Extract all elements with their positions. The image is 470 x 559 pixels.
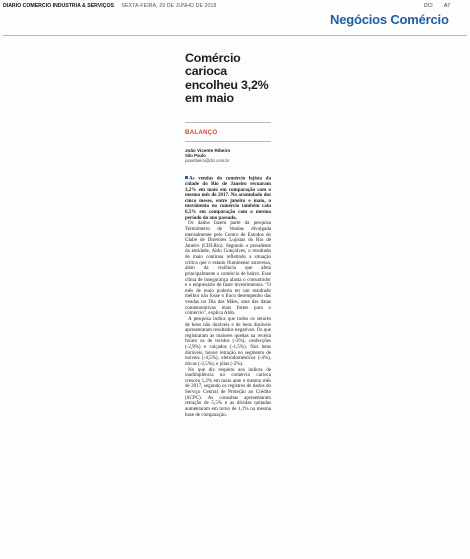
publication-name: DIÁRIO COMÉRCIO INDÚSTRIA & SERVIÇOS xyxy=(3,3,114,9)
lead-bullet-icon xyxy=(185,176,188,179)
page-number: A7 xyxy=(444,3,451,9)
section-title: Negócios Comércio xyxy=(330,12,449,27)
publication-header xyxy=(3,3,324,9)
page-section-code: DCI xyxy=(424,3,433,9)
author-email[interactable]: joaoribeiro@dci.com.br xyxy=(185,158,230,164)
paragraph-text: As vendas do comércio lojista da cidade do Rio de Janeiro recuaram 3,2% em maio em comparação com o mesmo mês de 2017. No acumulado dos cinco meses, entre janeiro e maio, o movimento no comércio também caiu 6,5% em comparação com o mesmo período do ano passado. xyxy=(185,175,271,221)
body-paragraph: A pesquisa indica que todos os setores de bens não duráveis e de bens duráveis apresentaram resultados negativos. Os que registraram as maiores quedas na receita foram os de tecidos (-3%), confecções (-2,9%) e calçados (-1,5%). Nos bens duráveis, houve retração no segmento de móveis (-4,5%), eletrodomésticos (-4%), óticas (-3,5%), e jóias (-2%). xyxy=(185,315,271,367)
headline-divider xyxy=(185,122,271,123)
article-body xyxy=(185,176,271,418)
page-number-block xyxy=(424,3,450,9)
lead-paragraph xyxy=(185,176,271,222)
dateline-city: São Paulo xyxy=(185,153,206,159)
article-headline: Comércio carioca encolheu 3,2% em maio xyxy=(185,51,269,106)
author-name: João Vicente Ribeiro xyxy=(185,147,231,153)
news-article xyxy=(185,52,271,418)
kicker-divider xyxy=(185,141,271,142)
byline xyxy=(185,148,271,164)
header-divider xyxy=(3,35,467,36)
body-paragraph: No que diz respeito aos índices de inadimplência no comércio carioca cresceu 1,2% em maio ante o mesmo mês de 2017, segundo os registros de dados do Serviço Central de Proteção ao Crédito (SCPC). As consultas apresentaram retração de 5,5% e as dívidas quitadas aumentaram em torno de 1,1% na mesma base de comparação. xyxy=(185,366,271,418)
article-kicker: BALANÇO xyxy=(185,128,218,136)
issue-date: SEXTA-FEIRA, 29 DE JUNHO DE 2018 xyxy=(121,3,217,9)
body-paragraph: Os dados fazem parte da pesquisa Termômetro de Vendas divulgada mensalmente pelo Centro de Estudos do Clube de Diretores Lojistas do Rio de Janeiro (CDLRio). Segundo o presidente da entidade, Aldo Gonçalves, o resultado de maio continua refletindo a situação crítica que o estado fluminense atravessa, além da violência que afeta principalmente o comércio de bairro. Esse clima de insegurança afasta o consumidor e o empresário de fazer investimentos. "O mês de maio poderia ter um resultado melhor não fosse o fraco desempenho das vendas no Dia das Mães, uma das datas comemorativas mais fortes para o comércio", explica Aldo. xyxy=(185,220,271,317)
